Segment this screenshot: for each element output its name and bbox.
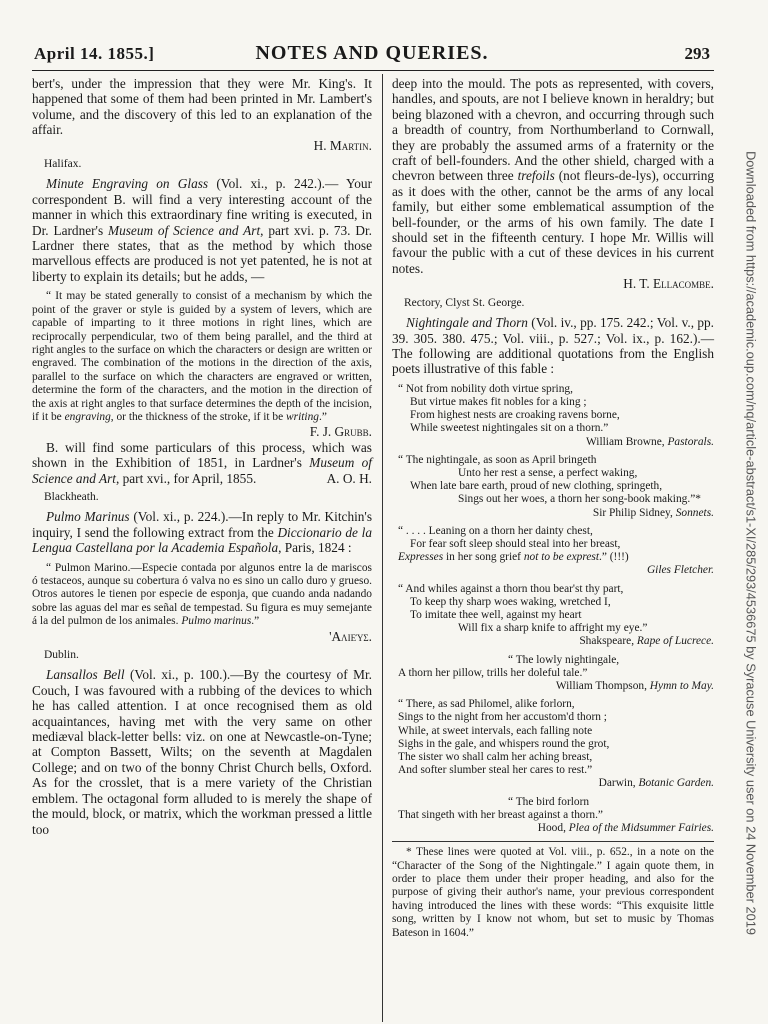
place-dublin: Dublin. [44,649,79,662]
poem-line: Sings out her woes, a thorn her song-book making.”* [458,493,701,506]
poem-line: While sweetest nightingales sit on a thorn.” [410,422,609,435]
place-halifax: Halifax. [44,158,82,171]
signature-martin: H. Martin. [313,137,372,153]
column-divider [382,74,383,1022]
poem-attribution: Shakspeare, Rape of Lucrece. [579,635,714,648]
poem-line: Expresses in her song grief not to be exprest.” (!!!) [398,551,629,564]
poem-line: A thorn her pillow, trills her doleful tale.” [398,666,588,679]
poem-attribution: Hood, Plea of the Midsummer Fairies. [537,822,714,835]
poem-line: That singeth with her breast against a thorn.” [398,808,603,821]
article-title: Minute Engraving on Glass [46,176,209,192]
left-column [32,76,372,837]
poem-line: “ Not from nobility doth virtue spring, [398,382,573,395]
continued-text: deep into the mould. The pots as represented, with covers, handles, and spouts, are not I believe known in heraldry; but being blazoned with a chevron, and occurring through such a breadth of country, from Northumberland to Cornwall, they are probably the assumed arms of a fraternity or the craft of bell-founders. And the other shield, charged with a chevron between three trefoils (not fleurs-de-lys), occurring as it does with the other, cannot be the arms of any local family, but either some emblematical assumption of the bell-founder, or the arms of his own family. The date I should set in the fifteenth century. I hope Mr. Willis will favour the public with a cut of these devices in his current notes. [392,76,714,276]
issue-date: April 14. 1855.] [34,44,155,63]
footnote-rule [392,841,714,842]
spanish-quote: “ Pulmon Marino.—Especie contada por algunos entre la de mariscos ó testaceos, aunque su cobertura ó valva no es sino un callo duro y grueso. Otros autores le tienen por especie de esponja, que cuando anda nadando sobre las aguas del mar es señal de tempestad. Su figura es muy semejante á la del pulmon de los animales. Pulmo marinus.” [32,561,372,628]
place-blackheath: Blackheath. [44,490,99,503]
article-title: Lansallos Bell [46,667,125,683]
page-number: 293 [684,44,710,63]
poem-line: “ And whiles against a thorn thou bear'st thy part, [398,582,624,595]
poem-line: Sings to the night from her accustom'd thorn ; [398,711,607,724]
poem-attribution: William Thompson, Hymn to May. [555,679,714,692]
poem-line: Sighs in the gale, and whispers round the grot, [398,737,610,750]
poem-attribution: Giles Fletcher. [646,564,714,577]
poem-line: While, at sweet intervals, each falling note [398,724,593,737]
poem-line: From highest nests are croaking ravens borne, [410,409,620,422]
poem-line: “ The lowly nightingale, [508,653,620,666]
poem-line: And softer slumber steal her cares to rest.” [398,764,593,777]
poem-line: When late bare earth, proud of new clothing, springeth, [410,480,663,493]
poem-block [398,698,714,790]
lardner-quote: “ It may be stated generally to consist of a mechanism by which the point of the graver or style is guided by a system of levers, which are capable of imparting to it three motions in right lines, which are reciprocally perpendicular, two of them being parallel, and the third at right angles to the surface on which the characters or design are written or engraved. The combination of the motions in the direction of the axis, parallel to the surface on which the characters are engraved or written, determine the form of the characters, and the motion in the direction of the axis at right angles to that surface determines the depth of the incision, if it be engraving, or the thickness of the stroke, if it be writing.” [32,290,372,423]
lansallos-bell-article: Lansallos Bell (Vol. xi., p. 100.).—By the courtesy of Mr. Couch, I was favoured with a rubbing of the devices to which he has called attention. I at once recognised them as old acquaintances, having met with the very same on other mediæval black-letter bells: viz. on one at Newcastle-on-Tyne; at Compton Bassett, Wilts; on the seventh at Magdalen College; and on two of the bonny Christ Church bells, Oxford. As for the crosslet, that is a mere variety of the Christian emblem. The octagonal form alluded to is merely the shape of the mould, block, or matrix, which the workman pressed a little too [32,667,372,837]
poem-line: For fear soft sleep should steal into her breast, [410,537,621,550]
download-watermark: Downloaded from https://academic.oup.com/nq/article-abstract/s1-XI/285/293/4536675 by Syracuse University user on 24 November 2019 [743,151,759,935]
poem-quotations [392,383,714,836]
signature-grubb: F. J. Grubb. [309,424,372,440]
poem-line: “ . . . . Leaning on a thorn her dainty chest, [398,524,593,537]
poem-line: Will fix a sharp knife to affright my eye.” [458,622,648,635]
poem-block [398,796,714,836]
signature-aoh: A. O. H. [326,470,372,486]
poem-block [398,525,714,578]
article-title: Nightingale and Thorn [406,315,528,331]
footnote: * These lines were quoted at Vol. viii., p. 652., in a note on the “Character of the Song of the Nightingale.” I again quote them, in order to place them under their proper heading, and also for the purpose of giving their author's name, your previous correspondent having introduced the lines with these words: “This exquisite little song, written by I know not whom, but set to music by Thomas Bateson in 1604.” [392,846,714,939]
poem-block [398,383,714,449]
pulmo-marinus-article: Pulmo Marinus (Vol. xi., p. 224.).—In reply to Mr. Kitchin's inquiry, I send the following extract from the Diccionario de la Lengua Castellana por la Academia Española, Paris, 1824 : [32,509,372,556]
poem-attribution: William Browne, Pastorals. [585,435,714,448]
signature-halieus: 'Αλιεύς. [329,628,372,644]
poem-line: The sister wo shall calm her aching breast, [398,751,593,763]
minute-engraving-article: Minute Engraving on Glass (Vol. xi., p. 242.).— Your correspondent B. will find a very interesting account of the manner in which this extraordinary fine writing is executed, in Dr. Lardner's Museum of Science and Art, part xvi. p. 73. Dr. Lardner there states, that as the method by which those marvellous effects are produced is not yet patented, he is not at liberty to explain its details; but he adds, — [32,176,372,284]
poem-line: To keep thy sharp woes waking, wretched I, [410,595,611,608]
minute-engraving-reply: B. will find some particulars of this process, which was shown in the Exhibition of 1851, in Lardner's Museum of Science and Art, part xvi., for April, 1855. A. O. H. [32,439,372,486]
poem-block [398,583,714,649]
poem-line: Unto her rest a sense, a perfect waking, [458,466,638,479]
poem-attribution: Sir Philip Sidney, Sonnets. [592,506,714,519]
poem-line: But virtue makes fit nobles for a king ; [410,395,587,408]
place-rectory: Rectory, Clyst St. George. [404,296,525,309]
article-title: Pulmo Marinus [46,509,130,525]
poem-line: To imitate thee well, against my heart [410,608,582,621]
poem-line: “ The bird forlorn [508,795,590,808]
nightingale-article: Nightingale and Thorn (Vol. iv., pp. 175. 242.; Vol. v., pp. 39. 305. 380. 475.; Vol. viii., p. 527.; Vol. ix., p. 162.).—The following are additional quotations from the English poets illustrative of this fable : [392,315,714,377]
page-header [34,44,710,68]
poem-line: “ There, as sad Philomel, alike forlorn, [398,698,575,711]
signature-ellacombe: H. T. Ellacombe. [623,276,714,292]
header-rule [32,70,714,71]
poem-line: “ The nightingale, as soon as April bringeth [398,453,597,466]
poem-block [398,654,714,694]
right-column [392,76,714,940]
journal-title: NOTES AND QUERIES. [255,42,489,64]
poem-attribution: Darwin, Botanic Garden. [598,777,714,790]
continued-text: bert's, under the impression that they were Mr. King's. It happened that some of them had been printed in Mr. Lambert's volume, and the discovery of this led to an explanation of the affair. [32,76,372,138]
poem-block [398,454,714,520]
